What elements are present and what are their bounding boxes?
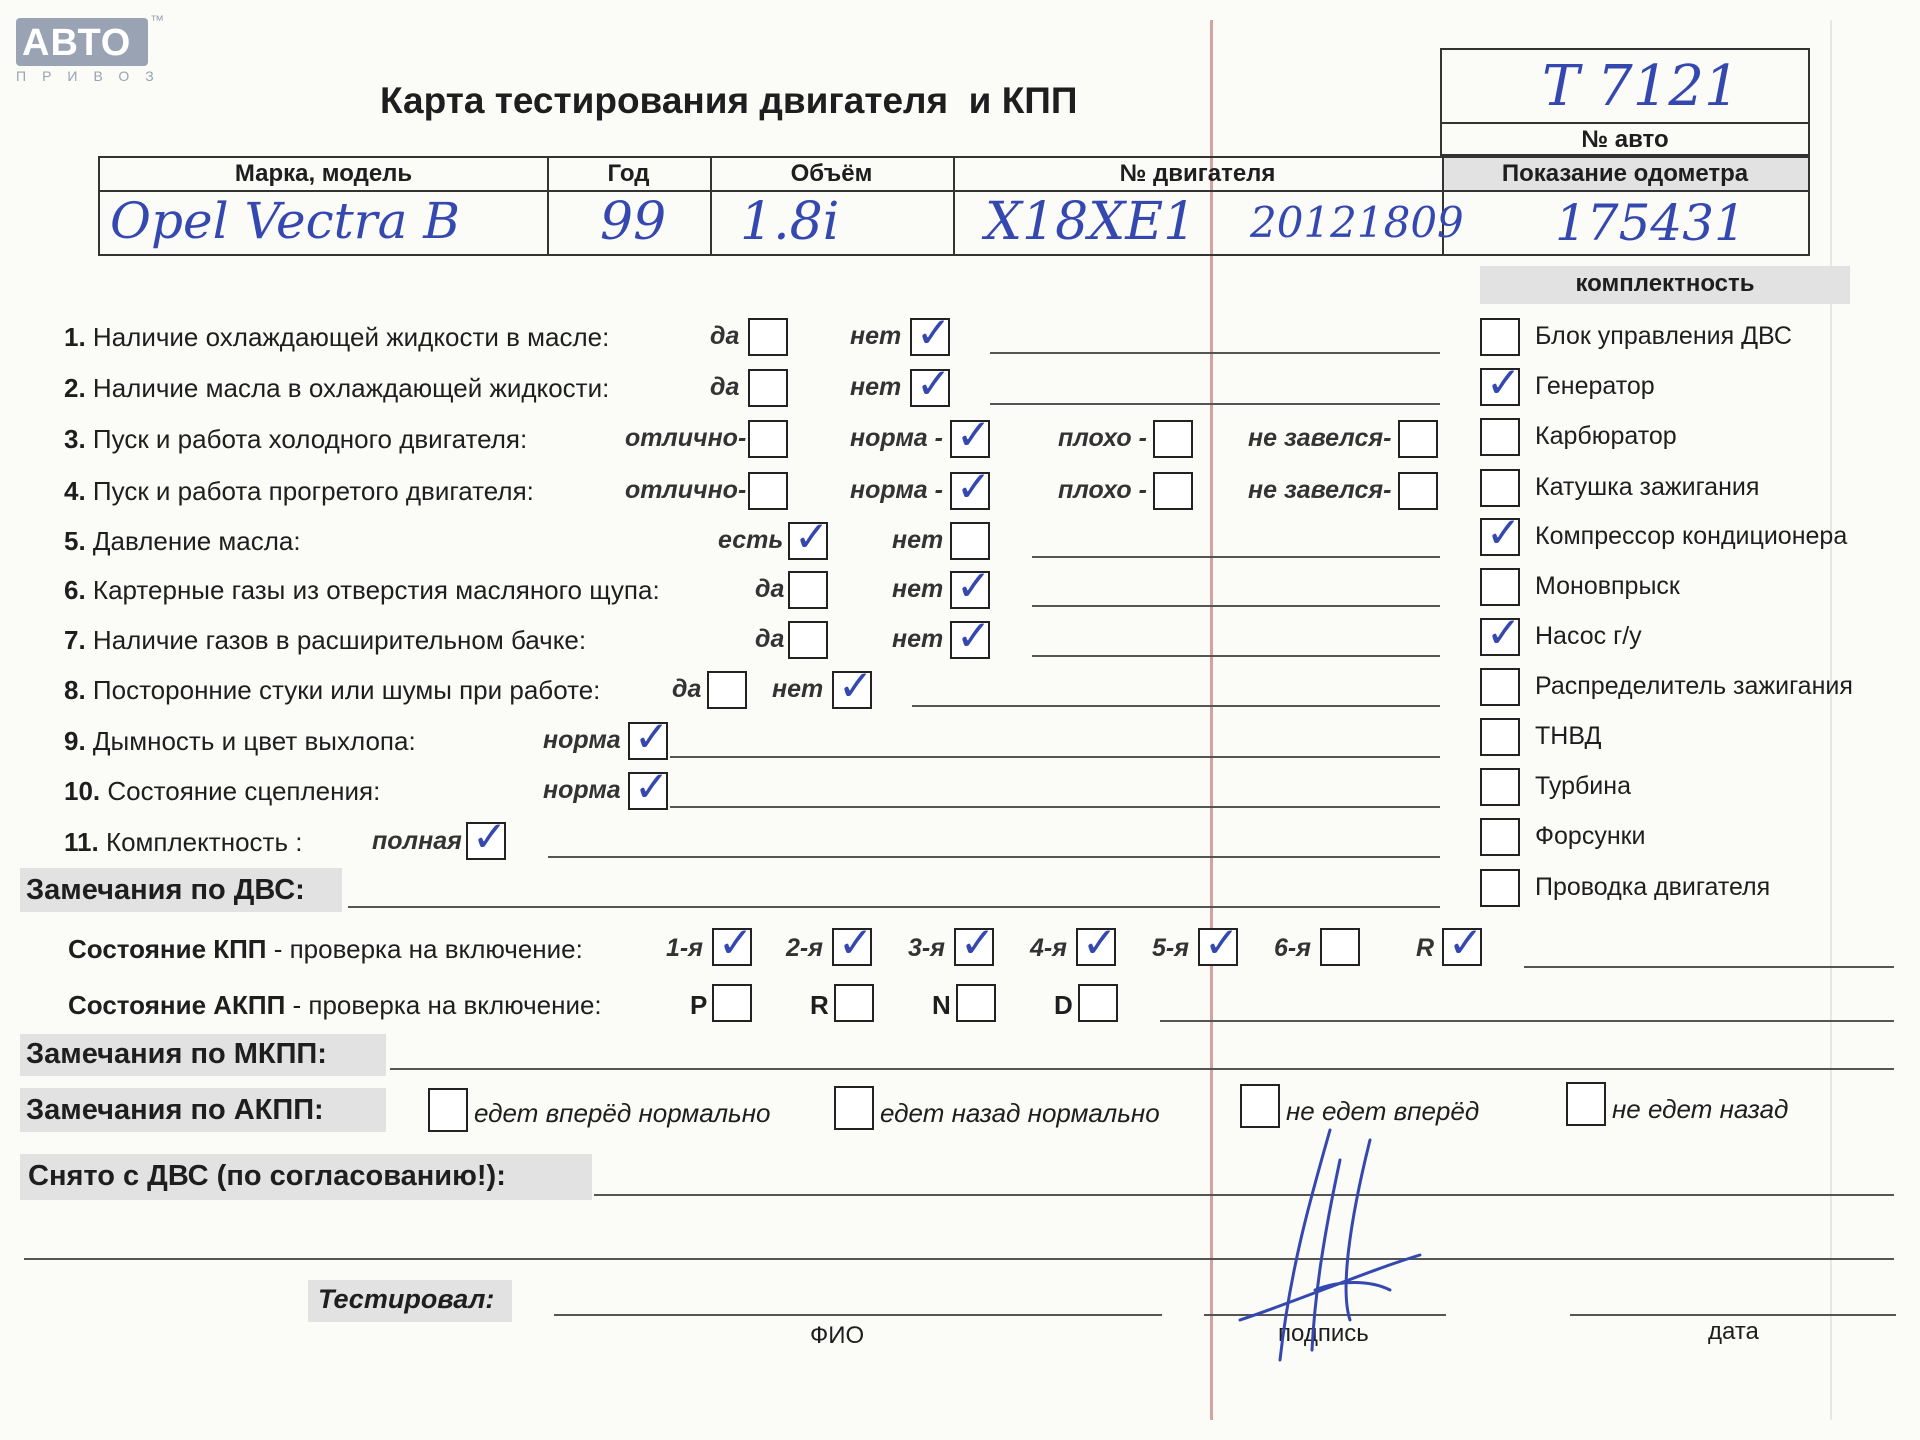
check-mark-icon: ✓	[634, 762, 670, 811]
akpp-mode-n-checkbox[interactable]	[956, 984, 996, 1022]
gear-6-label: 6-я	[1274, 934, 1311, 962]
kit-checkbox-mono-injection[interactable]	[1480, 568, 1520, 606]
item-6-yes-checkbox[interactable]	[788, 571, 828, 609]
item-3-opt-excellent: отлично-	[625, 424, 747, 452]
kpp-label-bold: Состояние КПП	[68, 934, 267, 964]
gear-5-label: 5-я	[1152, 934, 1189, 962]
item-4-bad-checkbox[interactable]	[1153, 472, 1193, 510]
akpp-forward-ok-checkbox[interactable]	[428, 1088, 468, 1132]
check-mark-icon: ✓	[1448, 918, 1484, 967]
gear-r-label: R	[1416, 934, 1435, 962]
item-4-num: 4.	[64, 476, 86, 506]
value-engine-code: X18XE1	[985, 192, 1197, 252]
item-6-no-checkbox[interactable]	[950, 561, 992, 610]
check-mark-icon: ✓	[916, 308, 952, 357]
kit-item-ignition-coil: Катушка зажигания	[1535, 473, 1760, 501]
item-2-label	[64, 373, 609, 404]
akpp-mode-n-label: N	[932, 990, 951, 1020]
item-7-label	[64, 625, 586, 656]
item-7-no-checkbox[interactable]	[950, 611, 992, 660]
item-11-opt-full: полная	[372, 827, 462, 855]
check-mark-icon: ✓	[916, 359, 952, 408]
akpp-note-line	[1160, 1020, 1894, 1022]
check-mark-icon: ✓	[1082, 918, 1118, 967]
akpp-mode-p-label: P	[690, 990, 708, 1020]
gear-2-checkbox[interactable]	[832, 918, 874, 967]
check-mark-icon: ✓	[1486, 508, 1522, 557]
kit-checkbox-injectors[interactable]	[1480, 818, 1520, 856]
kit-item-carburetor: Карбюратор	[1535, 422, 1677, 450]
item-3-text: Пуск и работа холодного двигателя:	[92, 424, 528, 454]
value-year: 99	[600, 192, 667, 252]
auto-number-value: T 7121	[1542, 54, 1740, 119]
fio-label: ФИО	[810, 1322, 865, 1349]
gear-2-label: 2-я	[786, 934, 823, 962]
item-11-full-checkbox[interactable]	[466, 812, 508, 861]
kit-checkbox-injection-pump[interactable]	[1480, 718, 1520, 756]
auto-number-label: № авто	[1581, 126, 1669, 153]
item-2-num: 2.	[64, 373, 86, 403]
akpp-no-forward-label: не едет вперёд	[1286, 1096, 1480, 1126]
check-mark-icon: ✓	[1204, 918, 1240, 967]
tested-label: Тестировал:	[318, 1284, 495, 1314]
gear-4-checkbox[interactable]	[1076, 918, 1118, 967]
check-mark-icon: ✓	[838, 661, 874, 710]
akpp-label	[68, 990, 602, 1021]
item-1-opt-no: нет	[850, 322, 902, 350]
kit-item-injection-pump: ТНВД	[1535, 722, 1602, 750]
item-3-normal-checkbox[interactable]	[950, 410, 992, 459]
item-3-num: 3.	[64, 424, 86, 454]
kit-checkbox-ac-compressor[interactable]	[1480, 508, 1522, 557]
remarks-mkpp-line	[390, 1068, 1894, 1070]
akpp-mode-r-checkbox[interactable]	[834, 984, 874, 1022]
col-year: Год	[607, 160, 650, 187]
check-mark-icon: ✓	[956, 462, 992, 511]
item-9-label	[64, 726, 416, 757]
logo-text: АВТО	[22, 22, 132, 64]
kpp-label-rest: - проверка на включение:	[266, 934, 583, 964]
gear-3-checkbox[interactable]	[954, 918, 996, 967]
item-5-num: 5.	[64, 526, 86, 556]
item-10-num: 10.	[64, 776, 101, 806]
kit-checkbox-distributor[interactable]	[1480, 668, 1520, 706]
item-11-label	[64, 827, 302, 858]
kit-item-turbine: Турбина	[1535, 772, 1631, 800]
kit-checkbox-ecu[interactable]	[1480, 318, 1520, 356]
kit-item-generator: Генератор	[1535, 372, 1655, 400]
page-title: Карта тестирования двигателя и КПП	[380, 80, 1078, 121]
item-8-opt-no: нет	[772, 675, 824, 703]
item-10-normal-checkbox[interactable]	[628, 762, 670, 811]
item-3-excellent-checkbox[interactable]	[748, 420, 788, 458]
item-10-note-line	[670, 806, 1440, 808]
item-6-num: 6.	[64, 575, 86, 605]
logo-sub: ПРИВОЗ	[16, 68, 170, 84]
item-1-text: Наличие охлаждающей жидкости в масле:	[92, 322, 610, 352]
kit-title: комплектность	[1575, 270, 1755, 297]
item-6-note-line	[1032, 605, 1440, 607]
akpp-no-backward-label: не едет назад	[1612, 1094, 1789, 1124]
value-engine-number: 20121809	[1250, 198, 1464, 247]
item-9-note-line	[670, 756, 1440, 758]
gear-4-label: 4-я	[1030, 934, 1067, 962]
value-brand-model: Opel Vectra B	[110, 192, 461, 250]
akpp-no-backward-checkbox[interactable]	[1566, 1082, 1606, 1126]
date-label: дата	[1708, 1318, 1759, 1345]
item-5-opt-yes: есть	[718, 526, 784, 554]
signature-label: подпись	[1278, 1320, 1369, 1347]
value-volume: 1.8i	[740, 192, 840, 252]
item-5-label	[64, 526, 301, 557]
kit-item-ac-compressor: Компрессор кондиционера	[1535, 522, 1848, 550]
kit-item-ecu: Блок управления ДВС	[1535, 322, 1792, 350]
check-mark-icon: ✓	[956, 410, 992, 459]
item-5-text: Давление масла:	[92, 526, 301, 556]
logo	[16, 18, 148, 66]
akpp-mode-p-checkbox[interactable]	[712, 984, 752, 1022]
gear-1-checkbox[interactable]	[712, 918, 754, 967]
item-7-num: 7.	[64, 625, 86, 655]
remarks-akpp-label: Замечания по АКПП:	[26, 1094, 324, 1126]
signature-scribble	[1220, 1120, 1440, 1380]
item-9-text: Дымность и цвет выхлопа:	[92, 726, 416, 756]
kit-checkbox-power-steering-pump[interactable]	[1480, 608, 1522, 657]
logo-tm: ™	[150, 12, 164, 28]
check-mark-icon: ✓	[956, 561, 992, 610]
akpp-label-bold: Состояние АКПП	[68, 990, 286, 1020]
check-mark-icon: ✓	[794, 512, 830, 561]
item-2-opt-yes: да	[710, 373, 740, 401]
item-4-opt-excellent: отлично-	[625, 476, 747, 504]
check-mark-icon: ✓	[1486, 358, 1522, 407]
item-4-no-start-checkbox[interactable]	[1398, 472, 1438, 510]
item-9-num: 9.	[64, 726, 86, 756]
kit-item-power-steering-pump: Насос г/у	[1535, 622, 1642, 650]
item-6-text: Картерные газы из отверстия масляного щупа:	[92, 575, 660, 605]
date-line	[1570, 1314, 1896, 1316]
kpp-note-line	[1524, 966, 1894, 968]
item-1-label	[64, 322, 609, 353]
item-5-no-checkbox[interactable]	[950, 522, 990, 560]
gear-3-label: 3-я	[908, 934, 945, 962]
item-4-normal-checkbox[interactable]	[950, 462, 992, 511]
akpp-forward-ok-label: едет вперёд нормально	[474, 1098, 771, 1128]
item-4-label	[64, 476, 534, 507]
item-5-opt-no: нет	[892, 526, 944, 554]
item-4-text: Пуск и работа прогретого двигателя:	[92, 476, 534, 506]
item-2-text: Наличие масла в охлаждающей жидкости:	[92, 373, 610, 403]
remarks-dvs-label: Замечания по ДВС:	[26, 874, 305, 906]
akpp-mode-d-checkbox[interactable]	[1078, 984, 1118, 1022]
auto-box	[1440, 48, 1810, 156]
item-11-note-line	[548, 856, 1440, 858]
removed-line-2	[24, 1258, 1894, 1260]
col-brand-model: Марка, модель	[234, 160, 413, 187]
item-2-opt-no: нет	[850, 373, 902, 401]
item-3-no-start-checkbox[interactable]	[1398, 420, 1438, 458]
item-11-text: Комплектность :	[105, 827, 303, 857]
akpp-label-rest: - проверка на включение:	[285, 990, 602, 1020]
item-8-label	[64, 675, 600, 706]
check-mark-icon: ✓	[472, 812, 508, 861]
remarks-mkpp-label: Замечания по МКПП:	[26, 1038, 327, 1070]
item-6-label	[64, 575, 660, 606]
kit-checkbox-carburetor[interactable]	[1480, 418, 1520, 456]
signature-stroke	[1240, 1130, 1420, 1360]
item-2-note-line	[990, 403, 1440, 405]
item-6-opt-yes: да	[755, 575, 785, 603]
item-8-num: 8.	[64, 675, 86, 705]
item-8-opt-yes: да	[672, 675, 702, 703]
item-5-yes-checkbox[interactable]	[788, 512, 830, 561]
col-engine-number: № двигателя	[1119, 160, 1276, 187]
gear-1-label: 1-я	[666, 934, 703, 962]
kit-item-distributor: Распределитель зажигания	[1535, 672, 1853, 700]
gear-r-checkbox[interactable]	[1442, 918, 1484, 967]
kit-item-injectors: Форсунки	[1535, 822, 1646, 850]
item-6-opt-no: нет	[892, 575, 944, 603]
item-2-yes-checkbox[interactable]	[748, 369, 788, 407]
value-odometer: 175431	[1555, 194, 1746, 252]
item-3-opt-no-start: не завелся-	[1248, 424, 1392, 452]
item-1-num: 1.	[64, 322, 86, 352]
akpp-mode-r-label: R	[810, 990, 829, 1020]
item-8-yes-checkbox[interactable]	[707, 671, 747, 709]
item-9-normal-checkbox[interactable]	[628, 712, 670, 761]
akpp-backward-ok-checkbox[interactable]	[834, 1086, 874, 1130]
kit-checkbox-turbine[interactable]	[1480, 768, 1520, 806]
check-mark-icon: ✓	[956, 611, 992, 660]
item-7-note-line	[1032, 655, 1440, 657]
kit-checkbox-ignition-coil[interactable]	[1480, 469, 1520, 507]
item-8-no-checkbox[interactable]	[832, 661, 874, 710]
item-7-yes-checkbox[interactable]	[788, 621, 828, 659]
item-1-no-checkbox[interactable]	[910, 308, 952, 357]
item-8-text: Посторонние стуки или шумы при работе:	[92, 675, 601, 705]
item-10-opt-normal: норма	[543, 776, 621, 804]
item-4-excellent-checkbox[interactable]	[748, 472, 788, 510]
fio-line	[554, 1314, 1162, 1316]
item-3-label	[64, 424, 527, 455]
check-mark-icon: ✓	[634, 712, 670, 761]
kit-checkbox-engine-wiring[interactable]	[1480, 869, 1520, 907]
item-3-opt-bad: плохо -	[1058, 424, 1147, 452]
akpp-mode-d-label: D	[1054, 990, 1073, 1020]
kpp-label	[68, 934, 583, 965]
item-8-note-line	[912, 705, 1440, 707]
item-4-opt-no-start: не завелся-	[1248, 476, 1392, 504]
kit-item-engine-wiring: Проводка двигателя	[1535, 873, 1771, 901]
right-edge-line	[1830, 20, 1832, 1420]
item-2-no-checkbox[interactable]	[910, 359, 952, 408]
col-volume: Объём	[790, 160, 873, 187]
item-7-opt-no: нет	[892, 625, 944, 653]
item-4-opt-bad: плохо -	[1058, 476, 1147, 504]
check-mark-icon: ✓	[718, 918, 754, 967]
gear-6-checkbox[interactable]	[1320, 928, 1360, 966]
item-7-text: Наличие газов в расширительном бачке:	[92, 625, 587, 655]
akpp-backward-ok-label: едет назад нормально	[880, 1098, 1160, 1128]
item-1-note-line	[990, 352, 1440, 354]
item-11-num: 11.	[64, 827, 99, 857]
item-4-opt-normal: норма -	[850, 476, 943, 504]
item-10-label	[64, 776, 380, 807]
item-5-note-line	[1032, 556, 1440, 558]
item-9-opt-normal: норма	[543, 726, 621, 754]
kit-checkbox-generator[interactable]	[1480, 358, 1522, 407]
item-1-opt-yes: да	[710, 322, 740, 350]
gear-5-checkbox[interactable]	[1198, 918, 1240, 967]
item-1-yes-checkbox[interactable]	[748, 318, 788, 356]
remarks-dvs-line	[348, 906, 1440, 908]
check-mark-icon: ✓	[838, 918, 874, 967]
item-3-opt-normal: норма -	[850, 424, 943, 452]
item-10-text: Состояние сцепления:	[107, 776, 381, 806]
col-odometer: Показание одометра	[1501, 160, 1749, 187]
kit-item-mono-injection: Моновпрыск	[1535, 572, 1680, 600]
removed-label: Снято с ДВС (по согласованию!):	[28, 1160, 506, 1192]
check-mark-icon: ✓	[960, 918, 996, 967]
check-mark-icon: ✓	[1486, 608, 1522, 657]
item-3-bad-checkbox[interactable]	[1153, 420, 1193, 458]
item-7-opt-yes: да	[755, 625, 785, 653]
